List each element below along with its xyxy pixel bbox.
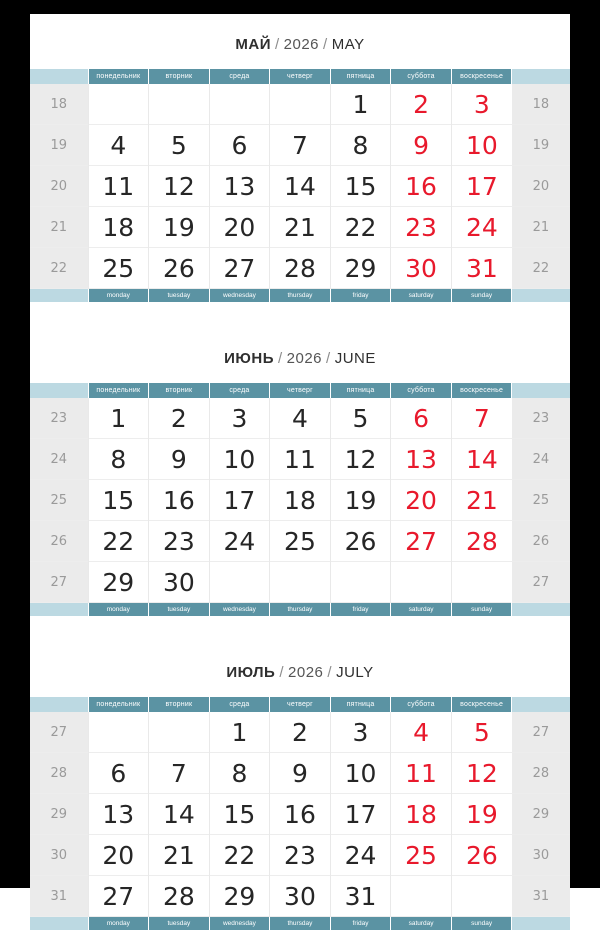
week-row xyxy=(30,398,570,439)
month-name-ru: МАЙ xyxy=(235,36,271,53)
week-number-right: 22 xyxy=(512,248,570,289)
week-row xyxy=(30,207,570,248)
weekday-header-ru: понедельник xyxy=(88,383,149,398)
week-row xyxy=(30,794,570,835)
title-separator: / xyxy=(279,664,284,681)
week-number-right: 27 xyxy=(512,712,570,753)
weekday-footer-en: tuesday xyxy=(149,917,210,930)
month-table xyxy=(30,69,570,302)
weekday-header-ru: среда xyxy=(209,383,270,398)
day-cell[interactable]: 16 xyxy=(391,166,452,207)
week-number-right: 28 xyxy=(512,753,570,794)
weekday-footer-en: thursday xyxy=(270,603,331,617)
block-divider xyxy=(30,302,570,328)
week-number-left: 31 xyxy=(30,876,88,917)
footer-corner-right xyxy=(512,289,570,303)
day-cell[interactable]: 18 xyxy=(391,794,452,835)
week-number-left: 26 xyxy=(30,521,88,562)
month-table xyxy=(30,383,570,616)
day-cell[interactable]: 30 xyxy=(149,562,210,603)
day-cell[interactable] xyxy=(391,562,452,603)
day-cell[interactable]: 20 xyxy=(391,480,452,521)
title-separator: / xyxy=(327,664,332,681)
month-name-en: JULY xyxy=(336,664,374,681)
day-cell[interactable]: 7 xyxy=(270,125,331,166)
footer-corner-right xyxy=(512,917,570,930)
week-number-left: 22 xyxy=(30,248,88,289)
month-name-en: MAY xyxy=(332,36,365,53)
weekday-header-ru: суббота xyxy=(391,697,452,712)
day-cell[interactable]: 25 xyxy=(270,521,331,562)
week-row xyxy=(30,521,570,562)
day-cell[interactable]: 28 xyxy=(270,248,331,289)
day-cell[interactable]: 12 xyxy=(451,753,512,794)
footer-corner-left xyxy=(30,603,88,617)
weekday-header-ru: среда xyxy=(209,697,270,712)
day-cell[interactable]: 12 xyxy=(330,439,391,480)
week-number-right: 20 xyxy=(512,166,570,207)
day-cell[interactable]: 9 xyxy=(149,439,210,480)
day-cell[interactable]: 6 xyxy=(88,753,149,794)
header-corner-right xyxy=(512,697,570,712)
day-cell[interactable]: 10 xyxy=(330,753,391,794)
weekday-footer-en: tuesday xyxy=(149,289,210,303)
day-cell[interactable]: 6 xyxy=(209,125,270,166)
day-cell[interactable]: 4 xyxy=(88,125,149,166)
day-cell[interactable]: 27 xyxy=(209,248,270,289)
day-cell[interactable]: 30 xyxy=(391,248,452,289)
week-row xyxy=(30,84,570,125)
day-cell[interactable]: 22 xyxy=(209,835,270,876)
day-cell[interactable]: 7 xyxy=(149,753,210,794)
day-cell[interactable]: 16 xyxy=(149,480,210,521)
week-number-left: 25 xyxy=(30,480,88,521)
day-cell[interactable] xyxy=(451,562,512,603)
day-cell[interactable]: 30 xyxy=(270,876,331,917)
weekday-footer-en: thursday xyxy=(270,289,331,303)
weekday-footer-en: sunday xyxy=(451,603,512,617)
day-cell[interactable]: 3 xyxy=(451,84,512,125)
day-cell[interactable] xyxy=(88,712,149,753)
weekday-header-ru: суббота xyxy=(391,69,452,84)
weekday-footer-en: tuesday xyxy=(149,603,210,617)
title-separator: / xyxy=(323,36,328,53)
week-number-left: 27 xyxy=(30,562,88,603)
day-cell[interactable]: 13 xyxy=(209,166,270,207)
day-cell[interactable]: 9 xyxy=(270,753,331,794)
day-cell[interactable]: 8 xyxy=(330,125,391,166)
day-cell[interactable]: 8 xyxy=(88,439,149,480)
month-year: 2026 xyxy=(288,664,323,681)
week-row xyxy=(30,480,570,521)
weekday-footer-en: monday xyxy=(88,917,149,930)
day-cell[interactable]: 5 xyxy=(149,125,210,166)
week-number-right: 29 xyxy=(512,794,570,835)
day-cell[interactable]: 14 xyxy=(149,794,210,835)
day-cell[interactable]: 23 xyxy=(391,207,452,248)
weekday-header-row-ru xyxy=(30,697,570,712)
day-cell[interactable]: 1 xyxy=(330,84,391,125)
header-corner-left xyxy=(30,697,88,712)
day-cell[interactable]: 12 xyxy=(149,166,210,207)
week-number-left: 19 xyxy=(30,125,88,166)
day-cell[interactable]: 21 xyxy=(270,207,331,248)
header-corner-right xyxy=(512,383,570,398)
day-cell[interactable]: 26 xyxy=(451,835,512,876)
day-cell[interactable]: 29 xyxy=(209,876,270,917)
weekday-header-row-ru xyxy=(30,383,570,398)
day-cell[interactable]: 2 xyxy=(391,84,452,125)
month-title xyxy=(30,642,570,697)
day-cell[interactable]: 2 xyxy=(149,398,210,439)
week-number-right: 27 xyxy=(512,562,570,603)
day-cell[interactable]: 14 xyxy=(451,439,512,480)
day-cell[interactable]: 4 xyxy=(391,712,452,753)
day-cell[interactable]: 28 xyxy=(149,876,210,917)
weekday-header-ru: пятница xyxy=(330,383,391,398)
title-separator: / xyxy=(275,36,280,53)
day-cell[interactable]: 26 xyxy=(330,521,391,562)
weekday-footer-en: sunday xyxy=(451,289,512,303)
day-cell[interactable]: 6 xyxy=(391,398,452,439)
weekday-header-ru: воскресенье xyxy=(451,69,512,84)
day-cell[interactable]: 17 xyxy=(209,480,270,521)
weekday-footer-en: wednesday xyxy=(209,917,270,930)
day-cell[interactable]: 9 xyxy=(391,125,452,166)
day-cell[interactable] xyxy=(149,84,210,125)
week-row xyxy=(30,753,570,794)
weekday-footer-en: monday xyxy=(88,289,149,303)
month-year: 2026 xyxy=(287,350,322,367)
weekday-footer-en: friday xyxy=(330,603,391,617)
month-block xyxy=(30,642,570,930)
weekday-footer-en: saturday xyxy=(391,917,452,930)
weekday-header-ru: вторник xyxy=(149,383,210,398)
day-cell[interactable]: 20 xyxy=(209,207,270,248)
day-cell[interactable]: 27 xyxy=(391,521,452,562)
weekday-footer-en: saturday xyxy=(391,289,452,303)
day-cell[interactable]: 22 xyxy=(88,521,149,562)
day-cell[interactable]: 5 xyxy=(451,712,512,753)
day-cell[interactable]: 11 xyxy=(88,166,149,207)
weekday-header-ru: четверг xyxy=(270,69,331,84)
day-cell[interactable]: 31 xyxy=(330,876,391,917)
week-number-left: 28 xyxy=(30,753,88,794)
weekday-footer-en: monday xyxy=(88,603,149,617)
weekday-header-ru: суббота xyxy=(391,383,452,398)
weekday-header-ru: пятница xyxy=(330,697,391,712)
weekday-header-ru: вторник xyxy=(149,697,210,712)
day-cell[interactable]: 13 xyxy=(391,439,452,480)
weekday-header-ru: воскресенье xyxy=(451,697,512,712)
day-cell[interactable]: 20 xyxy=(88,835,149,876)
footer-corner-right xyxy=(512,603,570,617)
week-number-left: 30 xyxy=(30,835,88,876)
week-number-left: 21 xyxy=(30,207,88,248)
month-title xyxy=(30,328,570,383)
header-corner-right xyxy=(512,69,570,84)
day-cell[interactable] xyxy=(209,84,270,125)
week-number-left: 18 xyxy=(30,84,88,125)
week-number-right: 31 xyxy=(512,876,570,917)
day-cell[interactable]: 10 xyxy=(209,439,270,480)
month-block xyxy=(30,328,570,616)
week-row xyxy=(30,125,570,166)
weekday-header-ru: понедельник xyxy=(88,697,149,712)
day-cell[interactable]: 17 xyxy=(451,166,512,207)
day-cell[interactable]: 3 xyxy=(209,398,270,439)
month-year: 2026 xyxy=(284,36,319,53)
week-number-left: 29 xyxy=(30,794,88,835)
day-cell[interactable]: 23 xyxy=(149,521,210,562)
day-cell[interactable]: 4 xyxy=(270,398,331,439)
weekday-header-ru: пятница xyxy=(330,69,391,84)
week-number-right: 18 xyxy=(512,84,570,125)
weekday-footer-row-en xyxy=(30,603,570,617)
day-cell[interactable]: 17 xyxy=(330,794,391,835)
day-cell[interactable]: 1 xyxy=(88,398,149,439)
week-number-right: 26 xyxy=(512,521,570,562)
week-row xyxy=(30,835,570,876)
title-separator: / xyxy=(326,350,331,367)
weekday-header-ru: четверг xyxy=(270,697,331,712)
day-cell[interactable]: 22 xyxy=(330,207,391,248)
month-title xyxy=(30,14,570,69)
day-cell[interactable]: 24 xyxy=(451,207,512,248)
footer-corner-left xyxy=(30,289,88,303)
week-number-left: 20 xyxy=(30,166,88,207)
footer-corner-left xyxy=(30,917,88,930)
day-cell[interactable]: 3 xyxy=(330,712,391,753)
weekday-footer-en: wednesday xyxy=(209,289,270,303)
day-cell[interactable]: 10 xyxy=(451,125,512,166)
week-number-right: 23 xyxy=(512,398,570,439)
weekday-footer-en: wednesday xyxy=(209,603,270,617)
title-separator: / xyxy=(278,350,283,367)
week-number-right: 21 xyxy=(512,207,570,248)
weekday-header-ru: воскресенье xyxy=(451,383,512,398)
day-cell[interactable] xyxy=(270,562,331,603)
week-row xyxy=(30,248,570,289)
day-cell[interactable]: 15 xyxy=(88,480,149,521)
week-row xyxy=(30,712,570,753)
block-divider xyxy=(30,616,570,642)
day-cell[interactable] xyxy=(330,562,391,603)
weekday-footer-row-en xyxy=(30,289,570,303)
weekday-header-ru: четверг xyxy=(270,383,331,398)
weekday-footer-en: saturday xyxy=(391,603,452,617)
week-number-right: 24 xyxy=(512,439,570,480)
weekday-footer-en: thursday xyxy=(270,917,331,930)
month-block xyxy=(30,14,570,302)
day-cell[interactable] xyxy=(88,84,149,125)
day-cell[interactable]: 2 xyxy=(270,712,331,753)
day-cell[interactable]: 5 xyxy=(330,398,391,439)
weekday-footer-en: friday xyxy=(330,289,391,303)
day-cell[interactable] xyxy=(451,876,512,917)
day-cell[interactable] xyxy=(391,876,452,917)
day-cell[interactable]: 21 xyxy=(149,835,210,876)
day-cell[interactable]: 11 xyxy=(391,753,452,794)
month-table xyxy=(30,697,570,930)
weekday-footer-row-en xyxy=(30,917,570,930)
day-cell[interactable]: 26 xyxy=(149,248,210,289)
day-cell[interactable]: 21 xyxy=(451,480,512,521)
day-cell[interactable]: 23 xyxy=(270,835,331,876)
day-cell[interactable]: 19 xyxy=(149,207,210,248)
week-number-left: 24 xyxy=(30,439,88,480)
day-cell[interactable]: 15 xyxy=(209,794,270,835)
day-cell[interactable]: 8 xyxy=(209,753,270,794)
week-number-left: 27 xyxy=(30,712,88,753)
day-cell[interactable]: 7 xyxy=(451,398,512,439)
day-cell[interactable]: 25 xyxy=(391,835,452,876)
day-cell[interactable]: 1 xyxy=(209,712,270,753)
day-cell[interactable]: 27 xyxy=(88,876,149,917)
day-cell[interactable]: 31 xyxy=(451,248,512,289)
weekday-footer-en: friday xyxy=(330,917,391,930)
month-name-en: JUNE xyxy=(335,350,376,367)
day-cell[interactable] xyxy=(149,712,210,753)
header-corner-left xyxy=(30,69,88,84)
day-cell[interactable] xyxy=(209,562,270,603)
day-cell[interactable]: 29 xyxy=(88,562,149,603)
day-cell[interactable]: 19 xyxy=(451,794,512,835)
day-cell[interactable]: 18 xyxy=(88,207,149,248)
week-number-right: 19 xyxy=(512,125,570,166)
week-row xyxy=(30,439,570,480)
weekday-footer-en: sunday xyxy=(451,917,512,930)
day-cell[interactable]: 18 xyxy=(270,480,331,521)
day-cell[interactable]: 14 xyxy=(270,166,331,207)
weekday-header-ru: среда xyxy=(209,69,270,84)
day-cell[interactable]: 28 xyxy=(451,521,512,562)
weekday-header-row-ru xyxy=(30,69,570,84)
day-cell[interactable]: 24 xyxy=(330,835,391,876)
day-cell[interactable]: 29 xyxy=(330,248,391,289)
week-number-left: 23 xyxy=(30,398,88,439)
day-cell[interactable]: 16 xyxy=(270,794,331,835)
month-name-ru: ИЮНЬ xyxy=(224,350,274,367)
day-cell[interactable]: 13 xyxy=(88,794,149,835)
weekday-header-ru: понедельник xyxy=(88,69,149,84)
week-number-right: 30 xyxy=(512,835,570,876)
calendar-sheet xyxy=(30,14,570,874)
day-cell[interactable]: 24 xyxy=(209,521,270,562)
weekday-header-ru: вторник xyxy=(149,69,210,84)
day-cell[interactable]: 25 xyxy=(88,248,149,289)
header-corner-left xyxy=(30,383,88,398)
week-row xyxy=(30,562,570,603)
day-cell[interactable]: 15 xyxy=(330,166,391,207)
week-row xyxy=(30,166,570,207)
day-cell[interactable] xyxy=(270,84,331,125)
week-row xyxy=(30,876,570,917)
month-name-ru: ИЮЛЬ xyxy=(226,664,275,681)
day-cell[interactable]: 11 xyxy=(270,439,331,480)
week-number-right: 25 xyxy=(512,480,570,521)
month-blocks-container xyxy=(30,14,570,930)
day-cell[interactable]: 19 xyxy=(330,480,391,521)
